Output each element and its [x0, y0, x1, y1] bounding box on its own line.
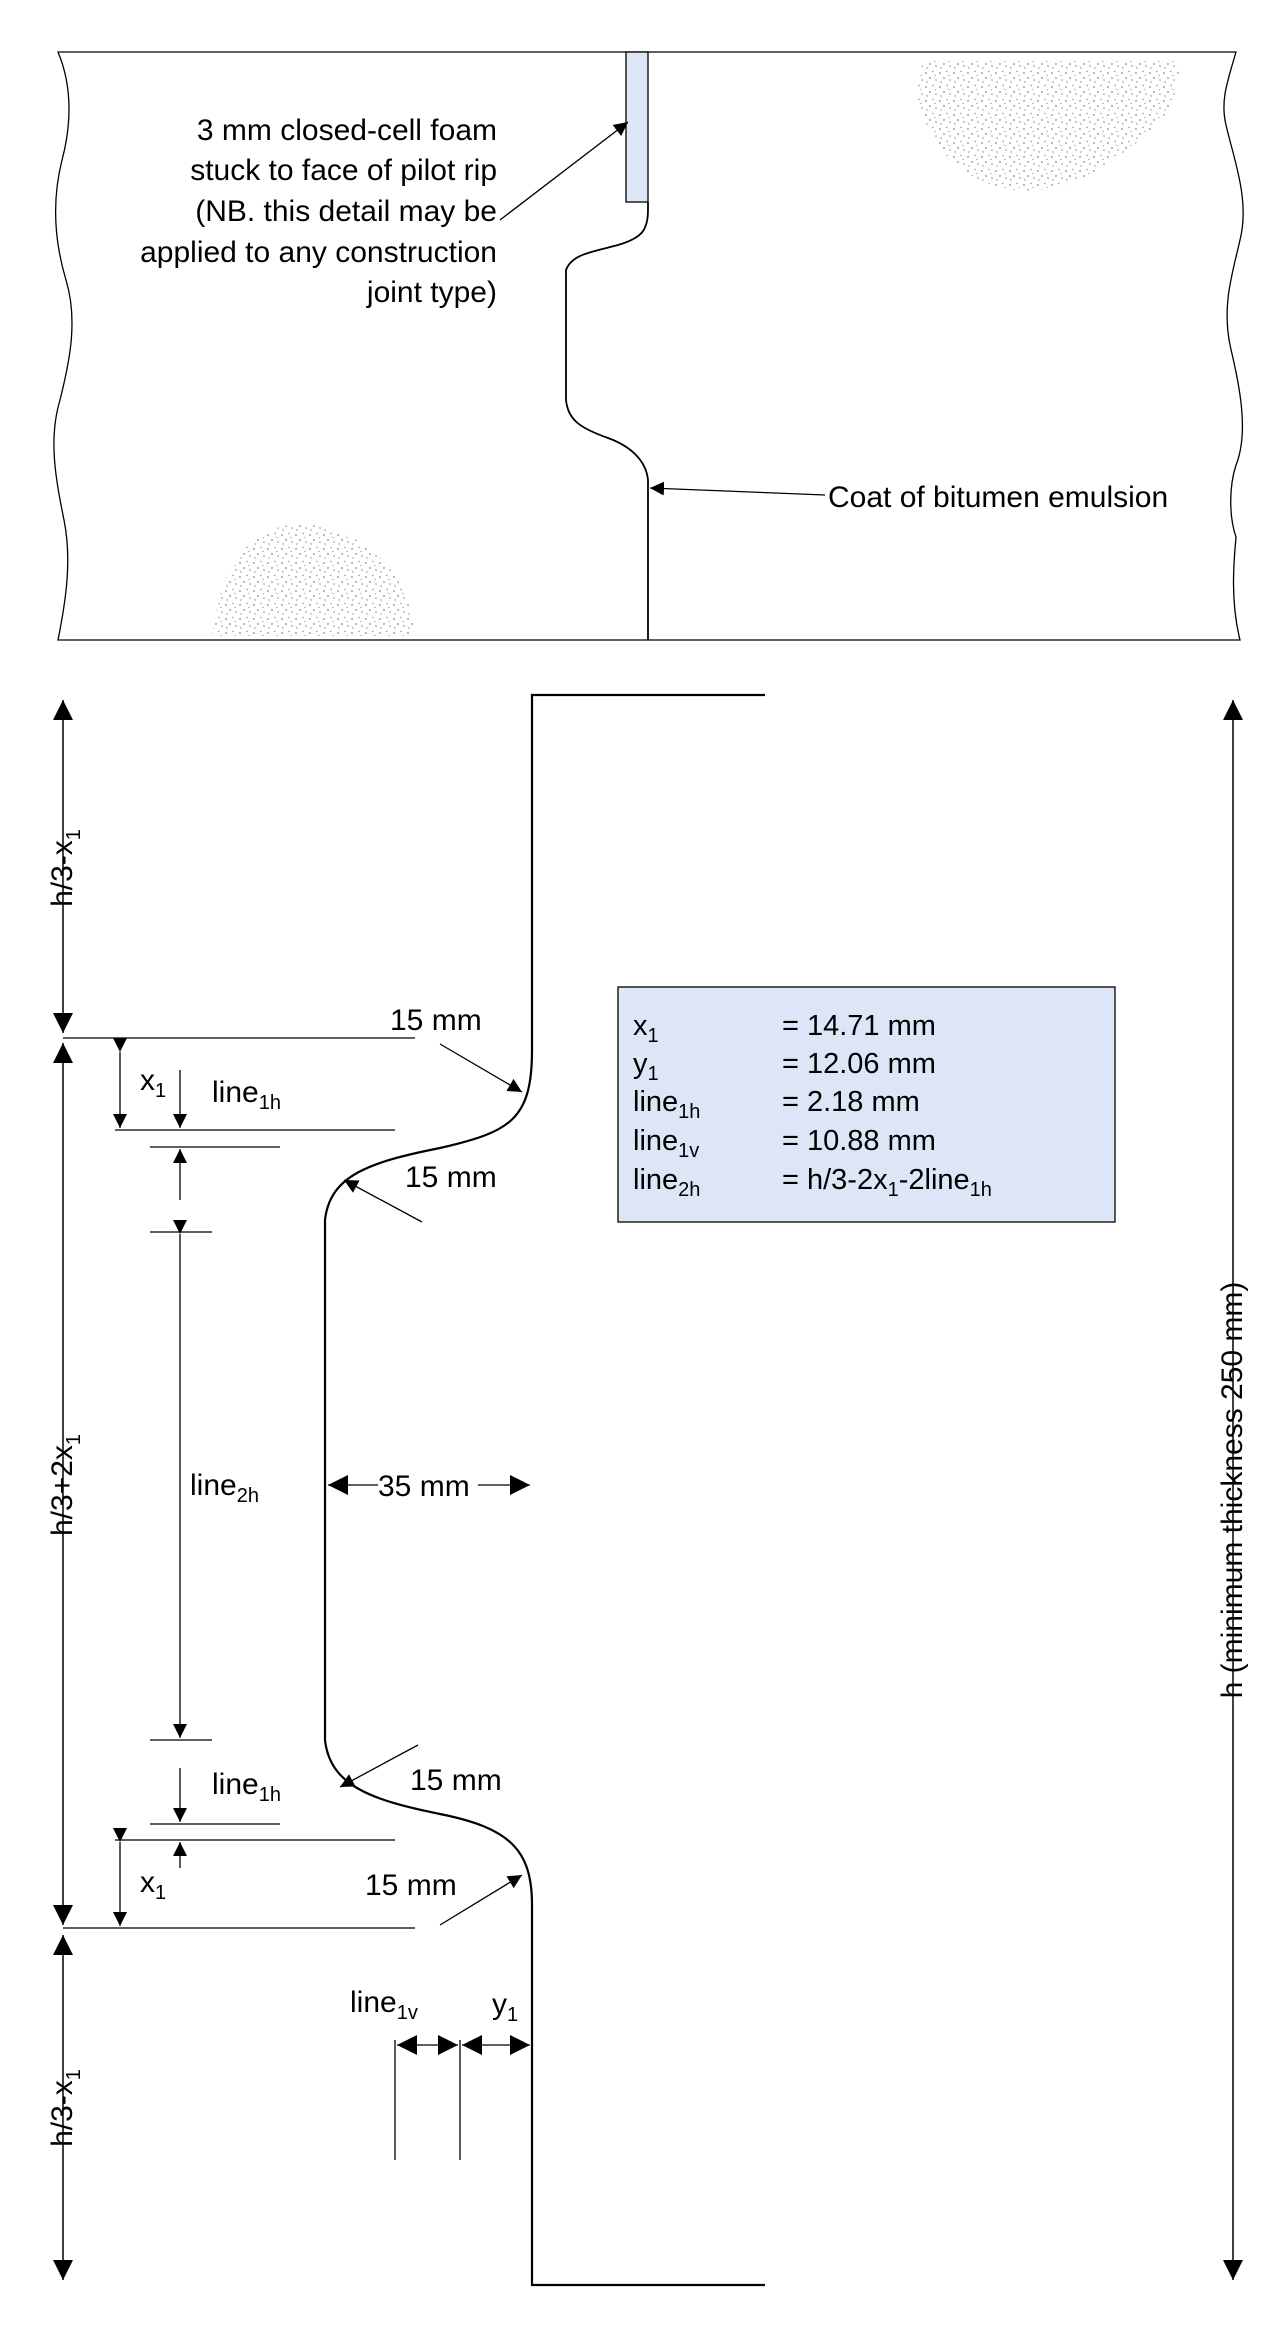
foam-note-line-2: stuck to face of pilot rip: [190, 154, 497, 187]
radius-leader-3: [340, 1745, 418, 1787]
foam-note-line-5: joint type): [366, 276, 497, 309]
top-section: [54, 52, 1243, 640]
bitumen-leader: [650, 488, 825, 495]
dim-left-bottom-label: $h/3-x_1$: [46, 2069, 85, 2147]
radius-leader-1: [440, 1044, 522, 1092]
table-row-y1-name: $y_1$: [633, 1048, 659, 1085]
foam-note-line-4: applied to any construction: [140, 236, 497, 269]
table-row-line1h-name: line$_{1h}$: [633, 1086, 701, 1123]
x1-bottom-label: $x_1$: [140, 1866, 167, 1904]
foam-note-line-3: (NB. this detail may be: [195, 195, 497, 228]
line1h-top-label: line$_{1h}$: [212, 1076, 281, 1114]
x1-top-label: $x_1$: [140, 1064, 167, 1102]
foam-note-line-1: 3 mm closed-cell foam: [196, 114, 497, 147]
bottom-section: [46, 695, 1249, 2285]
radius-label-3: 15 mm: [410, 1764, 502, 1797]
foam-strip: [626, 52, 648, 202]
table-row-y1-value: = 12.06 mm: [782, 1048, 936, 1080]
line2h-label: line$_{2h}$: [190, 1469, 259, 1507]
table-row-line2h-name: line$_{2h}$: [633, 1164, 701, 1201]
dim-overall-label: h (minimum thickness 250 mm): [1216, 1281, 1249, 1699]
line1h-bottom-label: line$_{1h}$: [212, 1768, 281, 1806]
aggregate-blob-top-right: [917, 60, 1179, 191]
dim-left-top-label: $h/3-x_1$: [46, 829, 85, 907]
foam-note: [140, 114, 497, 309]
radius-label-4: 15 mm: [365, 1869, 457, 1902]
radius-label-1: 15 mm: [390, 1004, 482, 1037]
table-row-x1-value: = 14.71 mm: [782, 1010, 936, 1042]
width-label: 35 mm: [378, 1470, 470, 1503]
bitumen-label: Coat of bitumen emulsion: [828, 481, 1169, 514]
aggregate-blob-bottom-left: [212, 525, 415, 636]
dim-left-middle-label: $h/3+2x_1$: [46, 1433, 85, 1537]
table-row-line1h-value: = 2.18 mm: [782, 1086, 920, 1118]
table-row-line1v-name: line$_{1v}$: [633, 1125, 700, 1162]
table-row-line1v-value: = 10.88 mm: [782, 1125, 936, 1157]
foam-leader: [500, 122, 628, 220]
values-table: [618, 987, 1115, 1222]
line1v-label: line$_{1v}$: [350, 1986, 418, 2024]
table-row-line2h-value: = $h/3-2x_1-2line_{1h}$: [782, 1164, 992, 1201]
joint-profile-top: [566, 202, 648, 640]
table-row-x1-name: $x_1$: [633, 1010, 659, 1047]
y1-label: $y_1$: [492, 1988, 519, 2026]
radius-label-2: 15 mm: [405, 1161, 497, 1194]
